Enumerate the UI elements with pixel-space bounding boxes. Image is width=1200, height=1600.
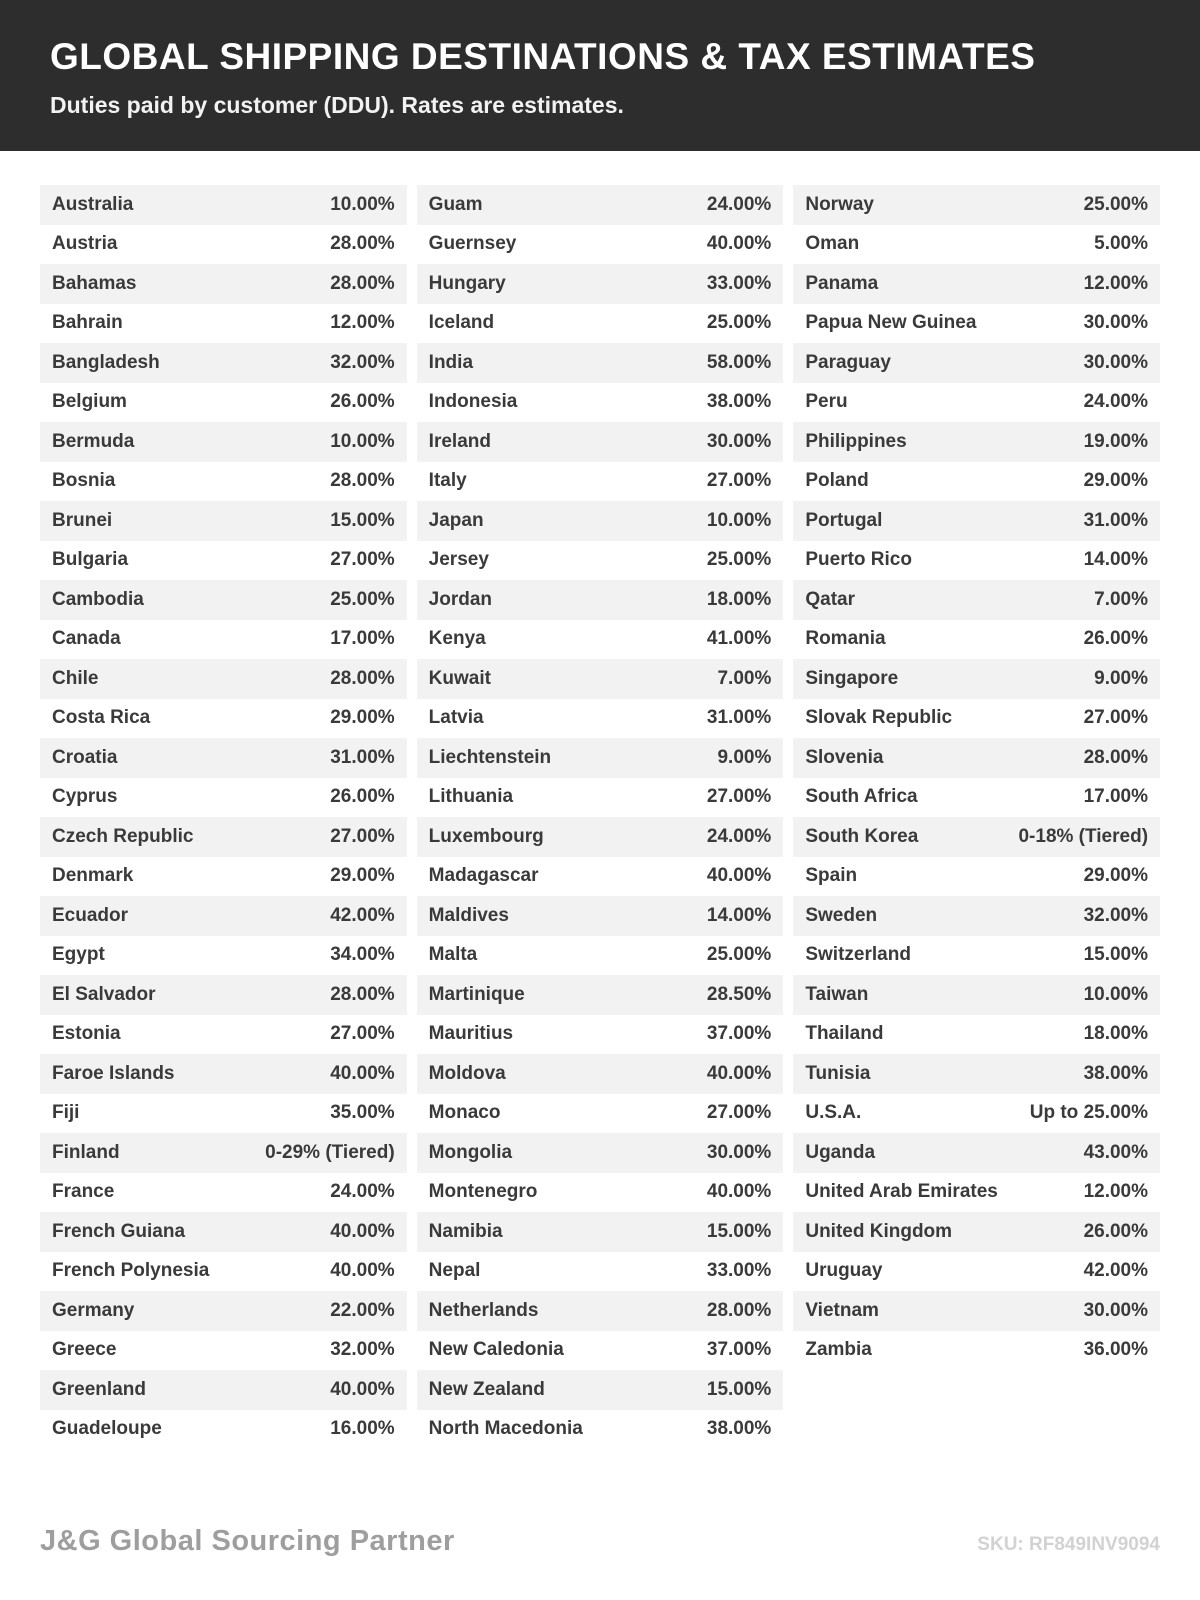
table-row [793,1173,1160,1213]
table-row [40,857,407,897]
table-row [417,936,784,976]
table-row [40,659,407,699]
tax-rate: 5.00% [1094,233,1149,255]
table-row [793,778,1160,818]
table-row [40,501,407,541]
country-name: Latvia [428,707,484,729]
tax-rate: 25.00% [706,312,772,334]
country-name: Guam [428,193,483,215]
table-row [417,501,784,541]
tax-rate: 35.00% [330,1102,395,1124]
tax-rate: 31.00% [706,707,772,729]
tax-rate: 7.00% [1094,588,1149,610]
table-row [793,817,1160,857]
tax-rate: 24.00% [1083,391,1149,413]
tax-rate: 0-29% (Tiered) [265,1141,395,1163]
tax-rate: 33.00% [706,272,772,294]
tax-rate: 31.00% [330,746,395,768]
tax-rate: 9.00% [717,746,772,768]
country-name: Cyprus [52,786,118,808]
table-row [417,778,784,818]
country-name: Egypt [52,944,105,966]
country-name: French Polynesia [52,1260,210,1282]
table-row [793,620,1160,660]
table-row [793,857,1160,897]
country-name: France [52,1181,115,1203]
table-row [793,541,1160,581]
table-row [40,620,407,660]
country-name: Bosnia [52,470,116,492]
table-row [793,1252,1160,1292]
footer [40,1525,1160,1558]
tax-rate: 17.00% [330,628,395,650]
tax-rate: 10.00% [330,430,395,452]
tax-rate: 36.00% [1083,1339,1149,1361]
country-name: Finland [52,1141,120,1163]
tax-rate: 18.00% [1083,1023,1149,1045]
country-name: Montenegro [428,1181,538,1203]
country-name: Brunei [52,509,113,531]
table-row [417,1133,784,1173]
country-name: Vietnam [805,1299,879,1321]
table-row [40,1370,407,1410]
country-name: Tunisia [805,1062,871,1084]
table-row [40,1054,407,1094]
country-name: Canada [52,628,121,650]
table-row [793,975,1160,1015]
tax-rate: 32.00% [330,1339,395,1361]
country-name: North Macedonia [428,1418,583,1440]
country-name: El Salvador [52,983,156,1005]
rate-column [417,185,784,1449]
tax-rate: 26.00% [330,391,395,413]
tax-rate: 15.00% [706,1220,772,1242]
tax-rate: 32.00% [1083,904,1149,926]
tax-rate: 22.00% [330,1299,395,1321]
table-row [40,185,407,225]
tax-rate: 27.00% [330,549,395,571]
table-row [417,185,784,225]
country-name: Czech Republic [52,825,194,847]
tax-rate: 40.00% [706,1181,772,1203]
country-name: Austria [52,233,118,255]
country-name: Singapore [805,667,899,689]
tax-rate: 28.00% [330,470,395,492]
country-name: Poland [805,470,869,492]
table-row [417,422,784,462]
table-row [793,1291,1160,1331]
tax-rate: 0-18% (Tiered) [1018,825,1149,847]
country-name: Bermuda [52,430,135,452]
tax-rate: 9.00% [1094,667,1149,689]
tax-rate: 40.00% [330,1260,395,1282]
tax-rate: 14.00% [706,904,772,926]
country-name: Malta [428,944,478,966]
country-name: Ireland [428,430,491,452]
table-row [40,343,407,383]
table-row [40,975,407,1015]
tax-rate: 15.00% [330,509,395,531]
country-name: Uruguay [805,1260,883,1282]
country-name: Indonesia [428,391,518,413]
table-row [40,383,407,423]
country-name: Denmark [52,865,134,887]
country-name: Bangladesh [52,351,160,373]
table-row [417,699,784,739]
table-row [793,343,1160,383]
table-row [793,659,1160,699]
tax-rate: 12.00% [1083,272,1149,294]
country-name: Martinique [428,983,525,1005]
country-name: Australia [52,193,134,215]
tax-rate: 37.00% [706,1023,772,1045]
tax-rate: 24.00% [330,1181,395,1203]
table-row [417,264,784,304]
tax-rate: 38.00% [706,391,772,413]
table-row [40,1291,407,1331]
country-name: India [428,351,474,373]
table-row [417,1094,784,1134]
table-row [793,264,1160,304]
tax-rate: 42.00% [330,904,395,926]
sku-label: SKU: RF849INV9094 [977,1534,1160,1555]
tax-rate: 26.00% [1083,1220,1149,1242]
country-name: U.S.A. [805,1102,862,1124]
table-row [40,304,407,344]
tax-rate: 24.00% [706,193,772,215]
country-name: Kuwait [428,667,491,689]
country-name: Paraguay [805,351,891,373]
table-row [417,580,784,620]
table-row [793,896,1160,936]
country-name: Puerto Rico [805,549,912,571]
table-row [40,1094,407,1134]
tax-rate: 25.00% [1083,193,1149,215]
tax-rate: 19.00% [1083,430,1149,452]
country-name: Papua New Guinea [805,312,977,334]
tax-rate: 27.00% [706,470,772,492]
country-name: New Zealand [428,1378,545,1400]
table-row [793,1331,1160,1371]
country-name: Belgium [52,391,127,413]
table-row [417,1252,784,1292]
tax-rate: 40.00% [706,233,772,255]
country-name: Guadeloupe [52,1418,162,1440]
tax-rate: 17.00% [1083,786,1149,808]
country-name: Namibia [428,1220,503,1242]
tax-rate: 28.00% [706,1299,772,1321]
table-row [417,1291,784,1331]
country-name: Japan [428,509,484,531]
tax-rate: 30.00% [706,1141,772,1163]
tax-rate: 42.00% [1083,1260,1149,1282]
tax-rate: 28.00% [330,272,395,294]
tax-rate: 10.00% [330,193,395,215]
table-row [793,1212,1160,1252]
rates-grid [0,151,1200,1449]
page-subtitle: Duties paid by customer (DDU). Rates are estimates. [50,92,624,118]
country-name: Germany [52,1299,135,1321]
table-row [793,185,1160,225]
page-title: GLOBAL SHIPPING DESTINATIONS & TAX ESTIMATES [50,36,1036,77]
country-name: Switzerland [805,944,911,966]
country-name: Netherlands [428,1299,539,1321]
table-row [793,1094,1160,1134]
table-row [793,1054,1160,1094]
table-row [40,1331,407,1371]
country-name: Spain [805,865,858,887]
tax-rate: 40.00% [330,1062,395,1084]
table-row [417,304,784,344]
country-name: Iceland [428,312,495,334]
table-row [417,620,784,660]
table-row [417,857,784,897]
country-name: Hungary [428,272,506,294]
tax-rate: 7.00% [717,667,772,689]
country-name: Sweden [805,904,878,926]
table-row [417,541,784,581]
country-name: Portugal [805,509,883,531]
table-row [40,580,407,620]
table-row [40,1133,407,1173]
tax-rate: 16.00% [330,1418,395,1440]
table-row [40,541,407,581]
tax-rate: 34.00% [330,944,395,966]
table-row [40,738,407,778]
table-row [417,225,784,265]
country-name: Croatia [52,746,118,768]
table-row [417,1410,784,1450]
page-header [0,0,1200,151]
country-name: United Arab Emirates [805,1181,998,1203]
table-row [40,422,407,462]
tax-rate: 40.00% [706,865,772,887]
country-name: Ecuador [52,904,129,926]
country-name: Jordan [428,588,493,610]
tax-rate: 29.00% [330,865,395,887]
table-row [793,738,1160,778]
tax-rate: 28.00% [330,233,395,255]
table-row [793,580,1160,620]
tax-rate: 31.00% [1083,509,1149,531]
tax-rate: 28.00% [330,667,395,689]
country-name: Lithuania [428,786,514,808]
tax-rate: 38.00% [1083,1062,1149,1084]
table-row [40,817,407,857]
tax-rate: 41.00% [706,628,772,650]
country-name: Nepal [428,1260,481,1282]
country-name: Kenya [428,628,486,650]
rate-column [40,185,407,1449]
tax-rate: 30.00% [1083,312,1149,334]
country-name: Qatar [805,588,855,610]
table-row [793,1133,1160,1173]
country-name: Madagascar [428,865,539,887]
table-row [417,817,784,857]
tax-rate: 37.00% [706,1339,772,1361]
table-row [40,1015,407,1055]
tax-rate: 18.00% [706,588,772,610]
tax-rate: 38.00% [706,1418,772,1440]
table-row [793,1015,1160,1055]
country-name: Uganda [805,1141,876,1163]
table-row [40,778,407,818]
tax-rate: 58.00% [706,351,772,373]
tax-rate: 12.00% [1083,1181,1149,1203]
country-name: Chile [52,667,99,689]
table-row [417,383,784,423]
tax-rate: 28.00% [1083,746,1149,768]
country-name: Italy [428,470,467,492]
tax-rate: 43.00% [1083,1141,1149,1163]
country-name: Romania [805,628,886,650]
tax-rate: 30.00% [706,430,772,452]
country-name: Moldova [428,1062,506,1084]
table-row [793,936,1160,976]
country-name: Slovak Republic [805,707,953,729]
country-name: Oman [805,233,860,255]
tax-rate: 28.50% [706,983,772,1005]
tax-rate: 29.00% [1083,865,1149,887]
table-row [793,304,1160,344]
table-row [417,343,784,383]
rate-column [793,185,1160,1370]
country-name: Taiwan [805,983,869,1005]
table-row [40,1410,407,1450]
table-row [417,738,784,778]
tax-rate: 25.00% [330,588,395,610]
country-name: South Korea [805,825,919,847]
country-name: Peru [805,391,848,413]
tax-rate: 33.00% [706,1260,772,1282]
country-name: Thailand [805,1023,884,1045]
tax-rate: 29.00% [330,707,395,729]
tax-rate: 15.00% [706,1378,772,1400]
tax-rate: 15.00% [1083,944,1149,966]
tax-rate: 32.00% [330,351,395,373]
tax-rate: 14.00% [1083,549,1149,571]
tax-rate: 28.00% [330,983,395,1005]
tax-rate: 10.00% [706,509,772,531]
country-name: Guernsey [428,233,517,255]
table-row [417,1212,784,1252]
country-name: Bulgaria [52,549,129,571]
table-row [793,225,1160,265]
country-name: Estonia [52,1023,121,1045]
table-row [417,1173,784,1213]
country-name: Slovenia [805,746,884,768]
table-row [40,896,407,936]
country-name: Costa Rica [52,707,151,729]
country-name: Liechtenstein [428,746,552,768]
table-row [40,1212,407,1252]
tax-rate: 30.00% [1083,351,1149,373]
country-name: Greece [52,1339,117,1361]
country-name: United Kingdom [805,1220,953,1242]
table-row [417,659,784,699]
tax-rate: 26.00% [330,786,395,808]
country-name: Bahrain [52,312,123,334]
table-row [793,462,1160,502]
table-row [793,501,1160,541]
country-name: South Africa [805,786,918,808]
tax-rate: 27.00% [706,1102,772,1124]
table-row [40,1173,407,1213]
table-row [40,462,407,502]
tax-rate: 40.00% [330,1378,395,1400]
tax-rate: Up to 25.00% [1029,1102,1149,1124]
country-name: Maldives [428,904,509,926]
country-name: Norway [805,193,874,215]
tax-rate: 10.00% [1083,983,1149,1005]
tax-rate: 27.00% [330,1023,395,1045]
tax-rate: 25.00% [706,944,772,966]
country-name: Cambodia [52,588,144,610]
country-name: French Guiana [52,1220,186,1242]
brand-name: J&G Global Sourcing Partner [40,1525,455,1557]
country-name: Greenland [52,1378,146,1400]
table-row [417,1054,784,1094]
table-row [40,264,407,304]
table-row [417,975,784,1015]
tax-rate: 27.00% [330,825,395,847]
tax-rate: 24.00% [706,825,772,847]
table-row [793,699,1160,739]
table-row [40,1252,407,1292]
table-row [40,936,407,976]
tax-rate: 27.00% [1083,707,1149,729]
tax-rate: 25.00% [706,549,772,571]
country-name: Faroe Islands [52,1062,175,1084]
country-name: Bahamas [52,272,137,294]
country-name: Mongolia [428,1141,513,1163]
country-name: Fiji [52,1102,80,1124]
country-name: Panama [805,272,879,294]
country-name: Luxembourg [428,825,544,847]
table-row [417,896,784,936]
tax-rate: 40.00% [330,1220,395,1242]
table-row [793,383,1160,423]
tax-rate: 30.00% [1083,1299,1149,1321]
table-row [40,699,407,739]
table-row [40,225,407,265]
tax-rate: 27.00% [706,786,772,808]
table-row [417,1015,784,1055]
tax-rate: 40.00% [706,1062,772,1084]
tax-rate: 12.00% [330,312,395,334]
tax-rate: 29.00% [1083,470,1149,492]
table-row [417,462,784,502]
tax-rate: 26.00% [1083,628,1149,650]
table-row [417,1370,784,1410]
country-name: Philippines [805,430,907,452]
table-row [417,1331,784,1371]
country-name: Mauritius [428,1023,514,1045]
table-row [793,422,1160,462]
country-name: Monaco [428,1102,501,1124]
country-name: Zambia [805,1339,872,1361]
country-name: New Caledonia [428,1339,564,1361]
country-name: Jersey [428,549,489,571]
